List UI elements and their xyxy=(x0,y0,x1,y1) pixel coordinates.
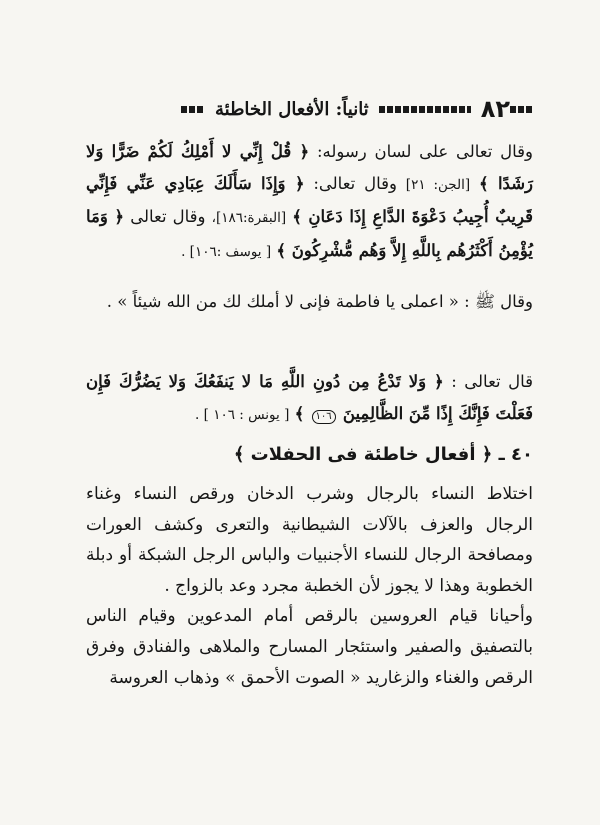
hadith-paragraph xyxy=(86,286,533,318)
quran-verse-baqarah: ﴿ وَإِذَا سَأَلَكَ عِبَادِي عَنِّي فَإِنِّي قَرِيبٌ أُجِيبُ دَعْوَةَ الدَّاعِ إِذَا دَعَانِ ﴾ xyxy=(86,173,534,226)
intro-text: وقال تعالى على لسان رسوله: xyxy=(317,142,533,161)
section-title: ثانياً: الأفعال الخاطئة xyxy=(214,98,369,120)
quran-verse-yusuf: ﴿ وَمَا يُؤْمِنُ أَكْثَرُهُم بِاللَّهِ إِلاَّ وَهُم مُّشْرِكُونَ ﴾ xyxy=(86,207,533,260)
header-rule-middle xyxy=(379,106,471,113)
intro-text: قال تعالى : xyxy=(451,372,533,391)
verse-reference: [الجن: ٢١] xyxy=(405,176,471,193)
header-rule-left xyxy=(181,106,205,113)
intro-text: وقال تعالى xyxy=(130,207,206,226)
verses-paragraph xyxy=(86,136,533,268)
verse-reference: [البقرة:١٨٦]، xyxy=(211,210,287,226)
quote-bracket-close: ﴾ xyxy=(294,403,305,423)
header-rule-right xyxy=(510,106,532,113)
quran-verse-yunus: ﴿ وَلا تَدْعُ مِن دُونِ اللَّهِ مَا لا يَنفَعُكَ وَلا يَضُرُّكَ فَإِن فَعَلْتَ فَإِنَّكَ إِذًا مِّنَ الظَّالِمِينَ xyxy=(86,372,533,423)
ayah-number-mark: ١٠٦ xyxy=(312,410,336,424)
intro-text: وقال تعالى: xyxy=(313,173,397,193)
paragraph: وأحيانا قيام العروسين بالرقص أمام المدعوين وقيام الناس بالتصفيق والصفير واستئجار المسارح والملاهى والفنادق وفرق الرقص والغناء والزغاريد « الصوت الأحمق » وذهاب العروسة xyxy=(86,606,533,688)
page-number: ٨٢ xyxy=(480,95,510,123)
quran-verse-jinn: ﴿ قُلْ إِنِّي لا أَمْلِكُ لَكُمْ ضَرًّا وَلا رَشَدًا ﴾ xyxy=(86,142,533,193)
paragraph: اختلاط النساء بالرجال وشرب الدخان ورقص النساء وغناء الرجال والعزف بالآلات الشيطانية والتعرى وكشف العورات ومصافحة الرجال للنساء الأجنبيات والباس الرجل الشبكة أو دبلة الخطوبة وهذا لا يجوز لأن الخطبة مجرد وعد بالزواج . xyxy=(86,484,533,596)
verse-reference: [ يونس : ١٠٦ ] . xyxy=(195,406,290,423)
body-paragraphs xyxy=(86,479,533,693)
intro-text: وقال ﷺ : xyxy=(464,292,533,311)
page-header xyxy=(92,94,532,124)
section-heading: ٤٠ ـ ﴿ أفعال خاطئة فى الحفلات ﴾ xyxy=(233,444,533,465)
verse-reference: [ يوسف :١٠٦] . xyxy=(181,243,272,260)
hadith-text: « اعملى يا فاطمة فإنى لا أملك لك من الله شيئاً » . xyxy=(106,292,459,311)
verse-paragraph-yunus xyxy=(86,366,533,431)
